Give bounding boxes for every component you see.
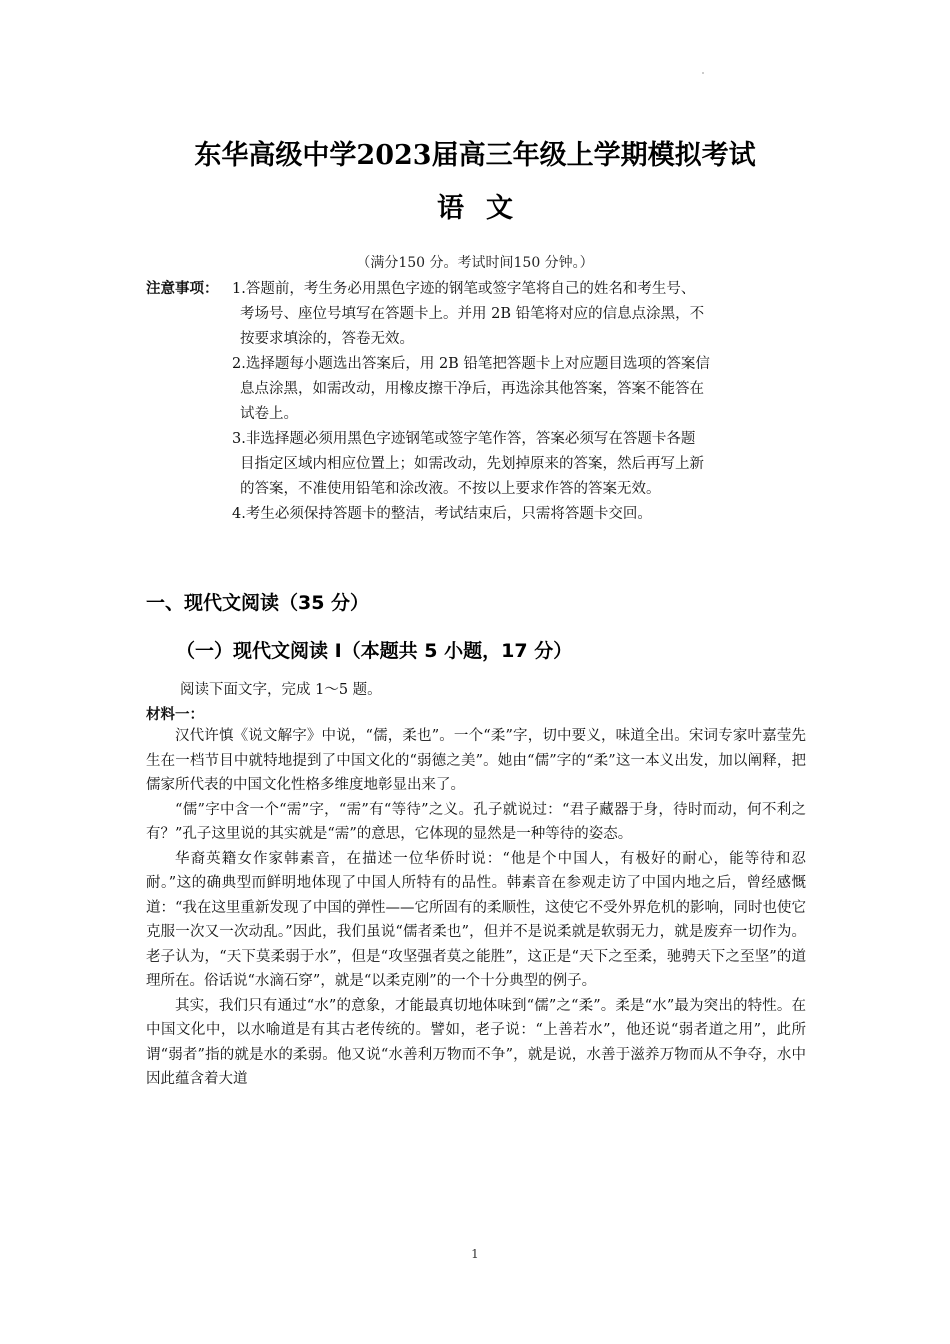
subject-title: 语文 [437, 193, 535, 224]
notice-item: 4.考生必须保持答题卡的整洁，考试结束后，只需将答题卡交回。 [232, 506, 652, 522]
material-label: 材料一： [146, 707, 204, 723]
paragraph: 汉代许慎《说文解字》中说，“儒，柔也”。一个“柔”字，切中要义，味道全出。宋词专家叶嘉莹先生在一档节目中就特地提到了中国文化的“弱德之美”。她由“儒”字的“柔”这一本义出发，加以阐释，把儒家所代表的中国文化性格多维度地彰显出来了。 [146, 728, 806, 793]
notice-item: 3.非选择题必须用黑色字迹钢笔或签字笔作答，答案必须写在答题卡各题 目指定区域内相应位置上；如需改动，先划掉原来的答案，然后再写上新 的答案，不准使用铅笔和涂改液。不按以上要求作答的答案无效。 [232, 431, 704, 497]
section-heading: 一、现代文阅读（35 分） [146, 592, 370, 614]
notice-label: 注意事项： [146, 281, 219, 297]
exam-info: （满分150 分。考试时间150 分钟。） [356, 255, 594, 271]
paragraph: 华裔英籍女作家韩素音，在描述一位华侨时说：“他是个中国人，有极好的耐心，能等待和忍耐。”这的确典型而鲜明地体现了中国人所特有的品性。韩素音在参观走访了中国内地之后，曾经感慨道：“我在这里重新发现了中国的弹性——它所固有的柔顺性，这使它不受外界危机的影响，同时也使它克服一次又一次动乱。”因此，我们虽说“儒者柔也”，但并不是说柔就是软弱无力，就是废弃一切作为。老子认为，“天下莫柔弱于水”，但是“攻坚强者莫之能胜”，这正是“天下之至柔，驰骋天下之至坚”的道理所在。俗话说“水滴石穿”，就是“以柔克刚”的一个十分典型的例子。 [146, 850, 806, 989]
notice-item: 1.答题前，考生务必用黑色字迹的钢笔或签字笔将自己的姓名和考生号、 考场号、座位号填写在答题卡上。并用 2B 铅笔将对应的信息点涂黑，不 按要求填涂的，答卷无效。 [232, 281, 705, 347]
subsection-heading: （一）现代文阅读 I（本题共 5 小题，17 分） [176, 640, 573, 662]
page-number: 1 [471, 1247, 479, 1261]
reading-instruction: 阅读下面文字，完成 1～5 题。 [180, 682, 382, 698]
notice-item: 2.选择题每小题选出答案后，用 2B 铅笔把答题卡上对应题目选项的答案信 息点涂黑，如需改动，用橡皮擦干净后，再选涂其他答案，答案不能答在 试卷上。 [232, 356, 710, 422]
paragraph: 其实，我们只有通过“水”的意象，才能最真切地体味到“儒”之“柔”。柔是“水”最为突出的特性。在中国文化中，以水喻道是有其古老传统的。譬如，老子说：“上善若水”，他还说“弱者道之用”，此所谓“弱者”指的就是水的柔弱。他又说“水善利万物而不争”，就是说，水善于滋养万物而从不争夺，水中因此蕴含着大道 [146, 997, 806, 1087]
scan-speck [702, 72, 704, 74]
exam-title: 东华高级中学2023届高三年级上学期模拟考试 [194, 140, 756, 171]
material-text [146, 724, 806, 1092]
paragraph: “儒”字中含一个“需”字，“需”有“等待”之义。孔子就说过：“君子藏器于身，待时而动，何不利之有？”孔子这里说的其实就是“需”的意思，它体现的显然是一种等待的姿态。 [146, 801, 806, 842]
